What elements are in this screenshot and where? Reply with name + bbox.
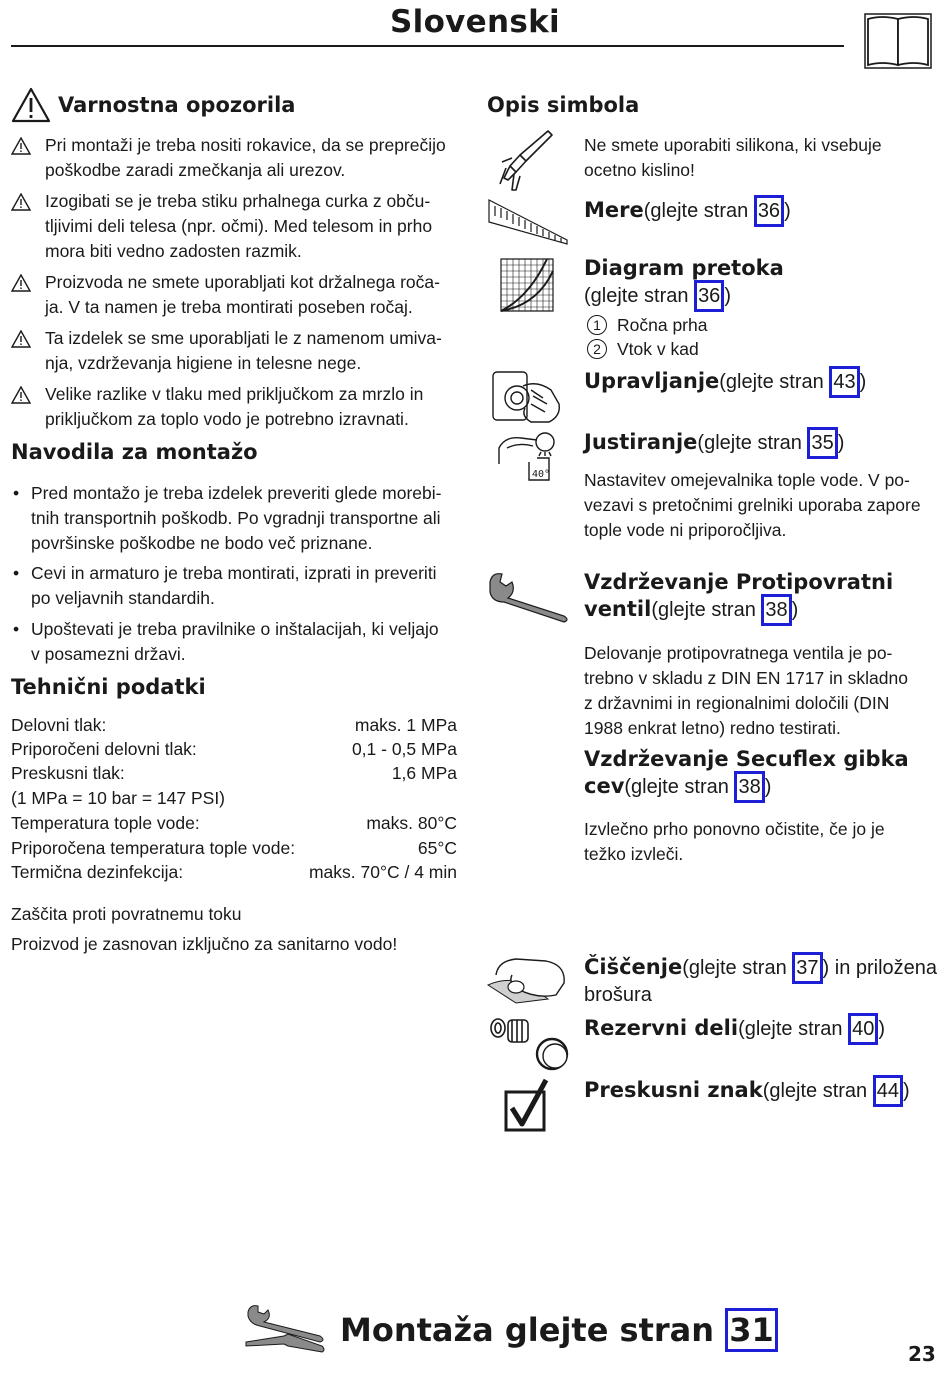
assembly-heading: Navodila za montažo — [11, 440, 258, 464]
warning-icon — [11, 87, 51, 123]
symbol-vzdrzevanje-cev: Vzdrževanje Secuflex gibka cev(glejte stran 38 ) — [584, 747, 909, 803]
warning-icon — [11, 330, 31, 348]
footer-assembly-link: Montaža glejte stran 31 — [340, 1308, 778, 1352]
cev-description: Izvlečno prho ponovno očistite, če jo je težko izvleči. — [584, 819, 885, 864]
page-link[interactable]: 37 — [792, 952, 822, 984]
page-link[interactable]: 35 — [807, 427, 837, 459]
symbol-diagram: Diagram pretoka (glejte stran 36 ) — [584, 256, 784, 312]
sanitary-note: Proizvod je zasnovan izključno za sanitarno vodo! — [11, 934, 398, 954]
silicone-gun-icon — [496, 128, 554, 192]
flow-diagram-icon — [499, 257, 555, 313]
assembly-item: • Upoštevati je treba pravilnike o inštalacijah, ki veljajo v posamezni državi. — [13, 619, 439, 664]
page-link[interactable]: 38 — [734, 771, 764, 803]
safety-item: Izogibati se je treba stiku prhalnega curka z obču- tljivimi deli telesa (npr. očmi). Med telesom in prho mora biti vedno zadosten razmik. — [11, 189, 461, 264]
hand-knob-icon — [491, 368, 563, 426]
assembly-item: • Cevi in armaturo je treba montirati, izprati in preveriti po veljavnih standardih. — [13, 563, 437, 608]
temperature-adjust-icon — [493, 428, 563, 486]
page-link[interactable]: 43 — [829, 366, 859, 398]
symbol-justiranje: Justiranje(glejte stran 35 ) — [584, 427, 844, 459]
page-link[interactable]: 36 — [754, 195, 784, 227]
page-link[interactable]: 31 — [725, 1308, 778, 1352]
page-link[interactable]: 44 — [873, 1075, 903, 1107]
spec-row: Preskusni tlak: 1,6 MPa — [11, 763, 457, 783]
page-number: 23 — [908, 1342, 936, 1366]
check-mark-icon — [504, 1076, 550, 1132]
page-title: Slovenski — [390, 4, 560, 40]
spec-row: Priporočeni delovni tlak: 0,1 - 0,5 MPa — [11, 739, 457, 759]
symbol-mere: Mere(glejte stran 36 ) — [584, 195, 791, 227]
spare-parts-icon — [488, 1012, 570, 1072]
spec-row: Termična dezinfekcija: maks. 70°C / 4 min — [11, 862, 457, 882]
warning-icon — [11, 193, 31, 211]
page-link[interactable]: 36 — [694, 280, 724, 312]
safety-item: Pri montaži je treba nositi rokavice, da se preprečijo poškodbe zaradi zmečkanja ali urezov. — [11, 133, 461, 183]
warning-icon — [11, 274, 31, 292]
backflow-note: Zaščita proti povratnemu toku — [11, 904, 242, 924]
cleaning-hand-icon — [486, 955, 568, 1005]
symbol-upravljanje: Upravljanje(glejte stran 43 ) — [584, 366, 866, 398]
safety-heading: Varnostna opozorila — [58, 93, 296, 117]
page-link[interactable]: 40 — [848, 1013, 878, 1045]
diagram-legend-item: 1 Ročna prha — [587, 313, 707, 338]
safety-item: Ta izdelek se sme uporabljati le z namenom umiva- nja, vzdrževanja higiene in telesne nege. — [11, 326, 461, 376]
page-link[interactable]: 38 — [761, 594, 791, 626]
spec-row: (1 MPa = 10 bar = 147 PSI) — [11, 788, 226, 808]
diagram-legend-item: 2 Vtok v kad — [587, 337, 699, 362]
wrench-icon — [486, 570, 570, 624]
book-icon — [864, 13, 932, 69]
svg-text:40°: 40° — [532, 469, 551, 480]
symbol-ciscenje: Čiščenje(glejte stran 37 ) in priložena brošura — [584, 952, 937, 1007]
symbol-vzdrzevanje-ventil: Vzdrževanje Protipovratni ventil(glejte stran 38 ) — [584, 570, 893, 626]
header-rule — [11, 45, 844, 47]
symbol-rezervni: Rezervni deli(glejte stran 40 ) — [584, 1013, 885, 1045]
spec-row: Temperatura tople vode: maks. 80°C — [11, 813, 457, 833]
ruler-icon — [487, 198, 569, 246]
symbol-preskusni: Preskusni znak(glejte stran 44 ) — [584, 1075, 910, 1107]
symbols-heading: Opis simbola — [487, 93, 640, 117]
assembly-item: • Pred montažo je treba izdelek preveriti glede morebi- tnih transportnih poškodb. Po vgradnji transportne ali površinske poškodbe ne bodo več priznane. — [13, 483, 442, 553]
safety-item: Proizvoda ne smete uporabljati kot držalnega roča- ja. V ta namen je treba montirati poseben ročaj. — [11, 270, 461, 320]
tools-icon — [244, 1302, 326, 1356]
spec-row: Priporočena temperatura tople vode: 65°C — [11, 838, 457, 858]
ventil-description: Delovanje protipovratnega ventila je po- trebno v skladu z DIN EN 1717 in skladno z državnimi in regionalnimi določili (DIN 1988 enkrat letno) redno testirati. — [584, 643, 908, 738]
warning-icon — [11, 386, 31, 404]
warning-icon — [11, 137, 31, 155]
tech-heading: Tehnični podatki — [11, 675, 206, 699]
justiranje-description: Nastavitev omejevalnika tople vode. V po- vezavi s pretočnimi grelniki uporaba zapore tople vode ni priporočljiva. — [584, 470, 921, 540]
safety-item: Velike razlike v tlaku med priključkom za mrzlo in priključkom za toplo vodo je potrebno izravnati. — [11, 382, 461, 432]
silicone-warning: Ne smete uporabiti silikona, ki vsebuje ocetno kislino! — [584, 135, 882, 180]
spec-row: Delovni tlak: maks. 1 MPa — [11, 715, 457, 735]
